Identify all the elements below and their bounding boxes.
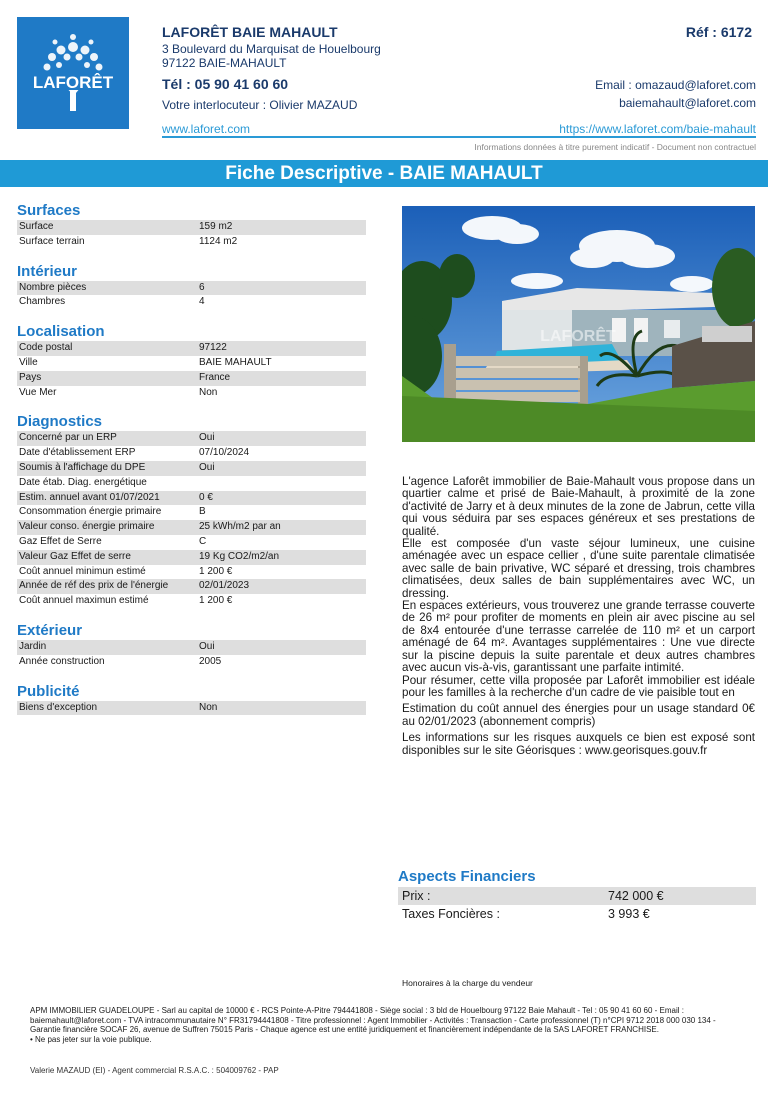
detail-row [17, 565, 366, 580]
property-tax-row [398, 905, 756, 923]
detail-value: 19 Kg CO2/m2/an [199, 550, 280, 562]
detail-value: 02/01/2023 [199, 580, 250, 592]
contact-person: Votre interlocuteur : Olivier MAZAUD [162, 98, 358, 112]
detail-row [17, 220, 366, 235]
price-label: Prix : [402, 889, 431, 903]
description-paragraph: En espaces extérieurs, vous trouverez une grande terrasse couverte de 26 m² pour profiter de moments en plein air avec piscine au sel de 8x4 entourée d'une terrasse carrelée de 110 m² et un carport aménagé de 64 m². Avantages supplémentaires : Une vue directe sur la piscine depuis la suite parentale et deux autres chambres avec aucun vis-à-vis, garantissant une parfaite intimité. [402, 599, 755, 675]
page-title-banner: Fiche Descriptive - BAIE MAHAULT [0, 160, 768, 187]
photo-watermark: LAFORÊT [540, 328, 616, 345]
detail-value: Oui [199, 432, 215, 444]
detail-value: C [199, 535, 207, 547]
property-tax-label: Taxes Foncières : [402, 907, 500, 921]
detail-row [17, 356, 366, 371]
agent-info: Valerie MAZAUD (EI) - Agent commercial R.S.A.C. : 504009762 - PAP [30, 1066, 279, 1075]
reference-number: Réf : 6172 [685, 24, 752, 40]
detail-value: France [199, 371, 231, 383]
detail-label: Valeur Gaz Effet de serre [19, 550, 131, 562]
detail-label: Soumis à l'affichage du DPE [19, 461, 146, 473]
detail-label: Concerné par un ERP [19, 432, 117, 444]
detail-label: Surface terrain [19, 235, 85, 247]
detail-label: Code postal [19, 342, 73, 354]
property-details [17, 202, 366, 715]
detail-value: 25 kWh/m2 par an [199, 521, 281, 533]
section-title: Extérieur [17, 621, 83, 639]
detail-row [17, 535, 366, 550]
detail-label: Nombre pièces [19, 281, 87, 293]
detail-value: 1124 m2 [199, 235, 238, 247]
detail-row [17, 640, 366, 655]
phone-number: Tél : 05 90 41 60 60 [162, 76, 289, 92]
detail-label: Valeur conso. énergie primaire [19, 521, 155, 533]
agency-name: LAFORÊT BAIE MAHAULT [162, 24, 338, 40]
contact-email[interactable]: Email : omazaud@laforet.com [595, 78, 756, 92]
disclaimer: Informations données à titre purement indicatif - Document non contractuel [474, 142, 756, 152]
agency-url-link[interactable]: https://www.laforet.com/baie-mahault [559, 122, 756, 136]
detail-row [17, 386, 366, 401]
detail-label: Estim. annuel avant 01/07/2021 [19, 491, 160, 503]
detail-label: Année de réf des prix de l'énergie [19, 580, 169, 592]
detail-row [17, 476, 366, 491]
detail-row [17, 520, 366, 535]
legal-footer [30, 1006, 744, 1044]
detail-row [17, 594, 366, 609]
detail-row [17, 295, 366, 310]
detail-row [17, 235, 366, 250]
detail-row [17, 431, 366, 446]
detail-row [17, 446, 366, 461]
detail-label: Surface [19, 221, 54, 232]
detail-value: 4 [199, 296, 205, 308]
detail-value: Oui [199, 461, 215, 473]
detail-row [17, 371, 366, 386]
description-paragraph: Elle est composée d'un vaste séjour lumineux, une cuisine aménagée avec un espace cellier , d'une suite parentale climatisée avec salle de bain privative, WC séparé et dressing, trois chambres climatisées, deux salles de bain supplémentaires avec WC, un dressing. [402, 537, 755, 600]
detail-value: 2005 [199, 655, 222, 667]
description-paragraph: Pour résumer, cette villa proposée par Laforêt immobilier est idéale pour les familles à la recherche d'un cadre de vie paisible tout en [402, 673, 755, 699]
no-litter-notice: • Ne pas jeter sur la voie publique. [30, 1034, 152, 1044]
detail-row [17, 461, 366, 476]
detail-value: 97122 [199, 342, 227, 354]
energy-cost-estimate: Estimation du coût annuel des énergies pour un usage standard 0€ au 02/01/2023 (abonnement compris) [402, 702, 755, 728]
fees-note: Honoraires à la charge du vendeur [402, 978, 533, 988]
detail-value: Oui [199, 640, 215, 652]
section-title: Localisation [17, 323, 105, 341]
section-title: Surfaces [17, 202, 81, 219]
website-link[interactable]: www.laforet.com [162, 122, 251, 136]
detail-row [17, 491, 366, 506]
detail-row [17, 655, 366, 670]
detail-label: Vue Mer [19, 386, 57, 398]
detail-label: Chambres [19, 296, 66, 308]
header-divider [162, 136, 756, 138]
detail-value: 159 m2 [199, 221, 233, 232]
detail-value: 07/10/2024 [199, 447, 250, 459]
price-value: 742 000 € [608, 889, 664, 903]
detail-label: Coût annuel maximun estimé [19, 595, 149, 607]
price-row [398, 887, 756, 905]
section-title: Intérieur [17, 262, 78, 280]
section-title: Publicité [17, 682, 80, 700]
property-description [402, 476, 755, 757]
detail-value: Non [199, 701, 218, 713]
financial-title: Aspects Financiers [398, 868, 536, 885]
detail-label: Année construction [19, 655, 105, 667]
address-line-2: 97122 BAIE-MAHAULT [162, 56, 287, 70]
detail-row [17, 579, 366, 594]
detail-label: Date d'établissement ERP [19, 447, 136, 459]
detail-value: B [199, 506, 206, 518]
detail-row [17, 341, 366, 356]
detail-label: Coût annuel minimun estimé [19, 565, 146, 577]
property-tax-value: 3 993 € [608, 907, 650, 921]
property-photo [402, 206, 755, 442]
detail-label: Biens d'exception [19, 701, 98, 713]
section-title: Diagnostics [17, 413, 103, 431]
detail-value: 6 [199, 281, 205, 293]
detail-label: Jardin [19, 640, 47, 652]
risks-notice: Les informations sur les risques auxquels ce bien est exposé sont disponibles sur le site Géorisques : www.georisques.gouv.fr [402, 731, 755, 757]
detail-row [17, 701, 366, 716]
detail-label: Gaz Effet de Serre [19, 535, 102, 547]
detail-value: 1 200 € [199, 595, 233, 607]
detail-value: 0 € [199, 491, 213, 503]
address-line-1: 3 Boulevard du Marquisat de Houelbourg [162, 42, 381, 56]
agency-email[interactable]: baiemahault@laforet.com [619, 96, 756, 110]
detail-row [17, 281, 366, 296]
detail-label: Pays [19, 371, 42, 383]
detail-label: Date étab. Diag. energétique [19, 476, 147, 488]
detail-value: 1 200 € [199, 565, 233, 577]
description-paragraph: L'agence Laforêt immobilier de Baie-Mahault vous propose dans un quartier calme et prisé de Baie-Mahault, à proximité de la zone d'activité de Jarry et à deux minutes de la zone de Jabrun, cette villa qui vous séduira par ses espaces généreux et ses prestations de qualité. [402, 475, 755, 538]
legal-text: APM IMMOBILIER GUADELOUPE - Sarl au capital de 10000 € - RCS Pointe-A-Pitre 794441808 - Siège social : 3 bld de Houelbourg 97122 Baie Mahault - Tel : 05 90 41 60 60 - Email : baiemahault@laforet.com - TVA intracommunautaire N° FR31794441808 - Titre professionnel : Agent Immobilier - Activités : Transaction - Carte professionnel (T) n°CPI 9712 2018 000 030 134 - Garantie financière SOCAF 26, avenue de Suffren 75015 Paris - Chaque agence est une entité juridiquement et financièrement indépendante de la SAS LAFORET FRANCHISE. [30, 1006, 716, 1034]
tree-logo-icon [17, 17, 129, 129]
detail-value [199, 476, 366, 491]
detail-label: Ville [19, 356, 38, 368]
svg-text:LAFORÊT: LAFORÊT [32, 73, 114, 92]
detail-row [17, 550, 366, 565]
detail-label: Consommation énergie primaire [19, 506, 162, 518]
detail-value: BAIE MAHAULT [199, 356, 272, 368]
detail-value: Non [199, 386, 218, 398]
detail-row [17, 505, 366, 520]
laforet-logo [17, 17, 129, 129]
